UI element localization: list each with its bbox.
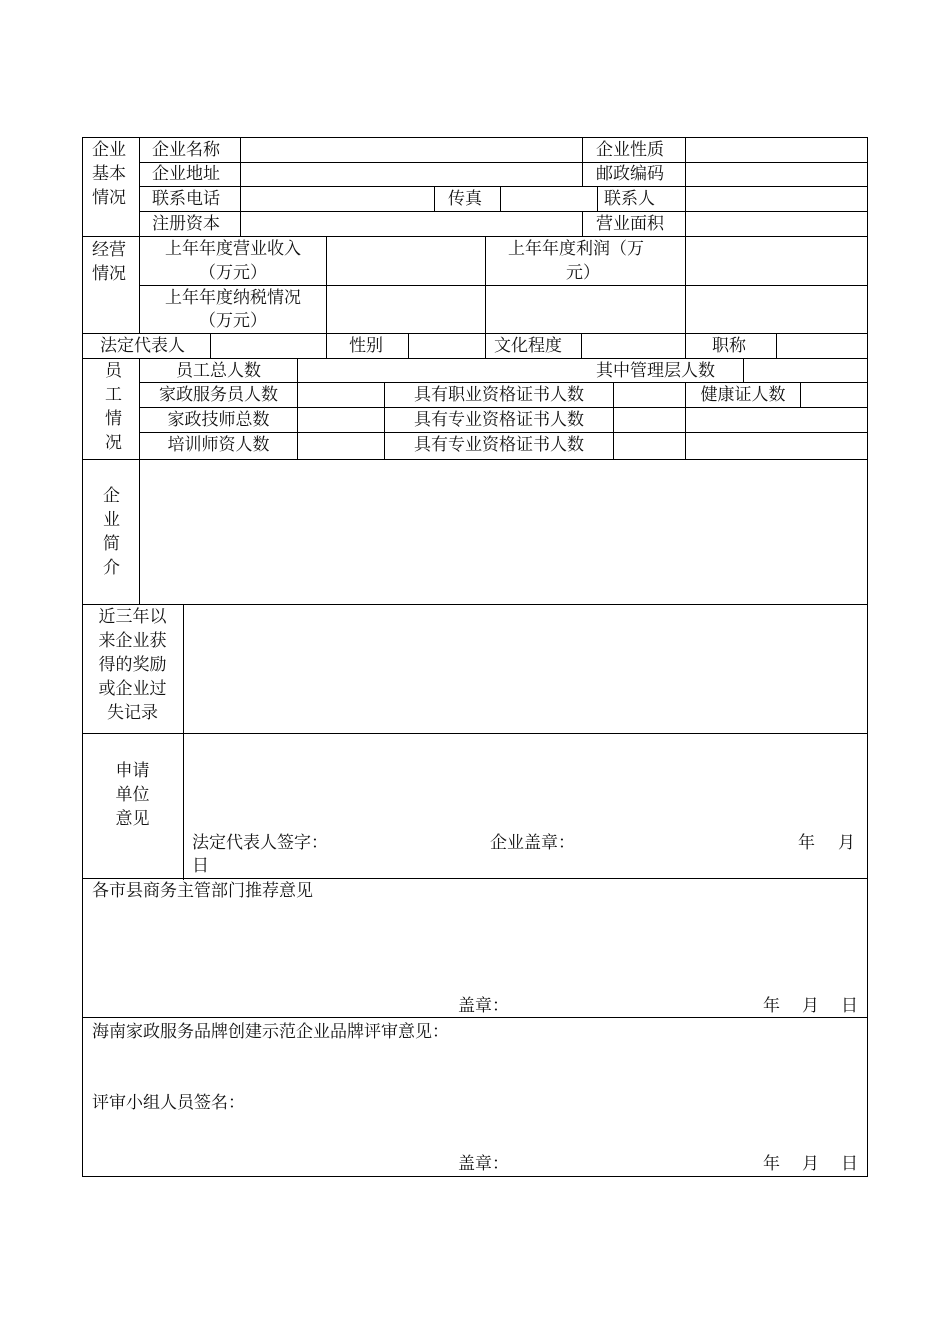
divider (685, 333, 686, 358)
opinion-label-1: 申请 (115, 761, 150, 781)
operation-section-label-1: 经营 (92, 240, 126, 260)
divider (485, 333, 486, 358)
company-seal-label: 企业盖章： (490, 833, 575, 853)
profit-field[interactable] (686, 237, 866, 285)
tax-label-2: （万元） (199, 311, 267, 331)
staff-section-label-1: 员 (105, 361, 122, 381)
county-month-label: 月 (802, 996, 819, 1016)
awards-label-3: 得的奖励 (98, 655, 167, 675)
education-label: 文化程度 (494, 336, 562, 356)
management-label: 其中管理层人数 (596, 361, 715, 381)
technicians-label: 家政技师总数 (167, 410, 270, 430)
profit-label-2: 元） (566, 263, 600, 283)
divider (597, 186, 598, 211)
total-staff-label: 员工总人数 (176, 361, 261, 381)
divider (582, 137, 583, 186)
revenue-label-1: 上年年度营业收入 (165, 239, 301, 259)
trainers-label: 培训师资人数 (167, 435, 270, 455)
phone-field[interactable] (241, 187, 433, 211)
opinion-month-label: 月 (838, 833, 855, 853)
profile-label-1: 企 (103, 486, 120, 506)
professional-cert-label-1: 具有专业资格证书人数 (414, 410, 584, 430)
county-day-label: 日 (841, 996, 858, 1016)
gender-label: 性别 (349, 336, 383, 356)
fax-label: 传真 (448, 189, 482, 209)
awards-label-4: 或企业过 (98, 679, 167, 699)
review-month-label: 月 (802, 1154, 819, 1174)
vocational-cert-field[interactable] (614, 383, 684, 407)
basic-section-label-2: 基本 (92, 164, 126, 184)
area-label: 营业面积 (596, 214, 664, 234)
operation-section-label-2: 情况 (92, 264, 126, 284)
divider (434, 186, 435, 211)
vocational-cert-label: 具有职业资格证书人数 (414, 385, 584, 405)
revenue-label-2: （万元） (199, 263, 267, 283)
profit-label-1: 上年年度利润（万 (508, 239, 644, 259)
professional-cert-label-2: 具有专业资格证书人数 (414, 435, 584, 455)
review-signers-field[interactable] (252, 1091, 866, 1115)
service-staff-field[interactable] (298, 383, 383, 407)
review-year-label: 年 (763, 1154, 780, 1174)
basic-section-label-1: 企业 (92, 140, 126, 160)
table-border-right (867, 137, 868, 1177)
contact-label: 联系人 (604, 189, 655, 209)
address-label: 企业地址 (152, 164, 220, 184)
total-staff-field[interactable] (298, 359, 578, 382)
gender-field[interactable] (409, 334, 484, 358)
county-opinion-title: 各市县商务主管部门推荐意见 (92, 881, 313, 901)
divider (485, 236, 486, 333)
professional-cert-field-1[interactable] (614, 408, 684, 432)
county-opinion-field[interactable] (83, 905, 867, 989)
county-year-label: 年 (763, 996, 780, 1016)
contact-field[interactable] (686, 187, 866, 211)
opinion-label-3: 意见 (115, 809, 150, 829)
awards-label-2: 来企业获 (98, 631, 167, 651)
opinion-label-2: 单位 (115, 785, 150, 805)
staff-section-label-3: 情 (105, 409, 122, 429)
tax-label-1: 上年年度纳税情况 (165, 288, 301, 308)
divider (582, 211, 583, 236)
tax-field[interactable] (327, 286, 484, 333)
company-name-label: 企业名称 (152, 140, 220, 160)
divider (326, 333, 327, 358)
review-day-label: 日 (841, 1154, 858, 1174)
service-staff-label: 家政服务员人数 (159, 385, 278, 405)
postcode-field[interactable] (686, 163, 866, 186)
applicant-opinion-field[interactable] (184, 734, 866, 824)
profile-label-3: 简 (103, 534, 120, 554)
review-signers-label: 评审小组人员签名： (92, 1093, 245, 1113)
awards-label-5: 失记录 (107, 703, 158, 723)
review-seal-label: 盖章： (458, 1154, 509, 1174)
review-opinion-field[interactable] (83, 1047, 867, 1087)
awards-record-field[interactable] (184, 605, 866, 733)
postcode-label: 邮政编码 (596, 164, 664, 184)
job-title-label: 职称 (712, 336, 746, 356)
capital-label: 注册资本 (152, 214, 220, 234)
review-opinion-title: 海南家政服务品牌创建示范企业品牌评审意见： (92, 1022, 449, 1042)
health-cert-field[interactable] (801, 383, 866, 407)
legal-rep-field[interactable] (211, 334, 325, 358)
divider (82, 1017, 868, 1018)
staff-section-label-4: 况 (105, 433, 122, 453)
job-title-field[interactable] (777, 334, 866, 358)
opinion-year-label: 年 (798, 833, 815, 853)
technicians-field[interactable] (298, 408, 383, 432)
revenue-field[interactable] (327, 237, 484, 285)
basic-section-label-3: 情况 (92, 188, 126, 208)
awards-label-1: 近三年以 (98, 607, 167, 627)
company-profile-field[interactable] (140, 460, 866, 604)
area-field[interactable] (686, 212, 866, 236)
profile-label-2: 业 (103, 510, 120, 530)
table-border-bottom (82, 1176, 868, 1177)
education-field[interactable] (582, 334, 684, 358)
capital-field[interactable] (241, 212, 581, 236)
health-cert-label: 健康证人数 (700, 385, 786, 405)
phone-label: 联系电话 (152, 189, 220, 209)
company-type-field[interactable] (686, 138, 866, 162)
legal-rep-label: 法定代表人 (100, 336, 185, 356)
county-seal-label: 盖章： (458, 996, 509, 1016)
trainers-field[interactable] (298, 433, 383, 459)
staff-section-label-2: 工 (105, 385, 122, 405)
fax-field[interactable] (501, 187, 596, 211)
address-field[interactable] (241, 163, 581, 186)
opinion-day-label: 日 (192, 856, 209, 876)
company-name-field[interactable] (241, 138, 581, 162)
company-type-label: 企业性质 (596, 140, 664, 160)
profile-label-4: 介 (103, 558, 120, 578)
management-field[interactable] (744, 359, 866, 382)
application-form-table (82, 137, 868, 1177)
professional-cert-field-2[interactable] (614, 433, 684, 459)
legal-rep-signature-label: 法定代表人签字： (192, 833, 328, 853)
